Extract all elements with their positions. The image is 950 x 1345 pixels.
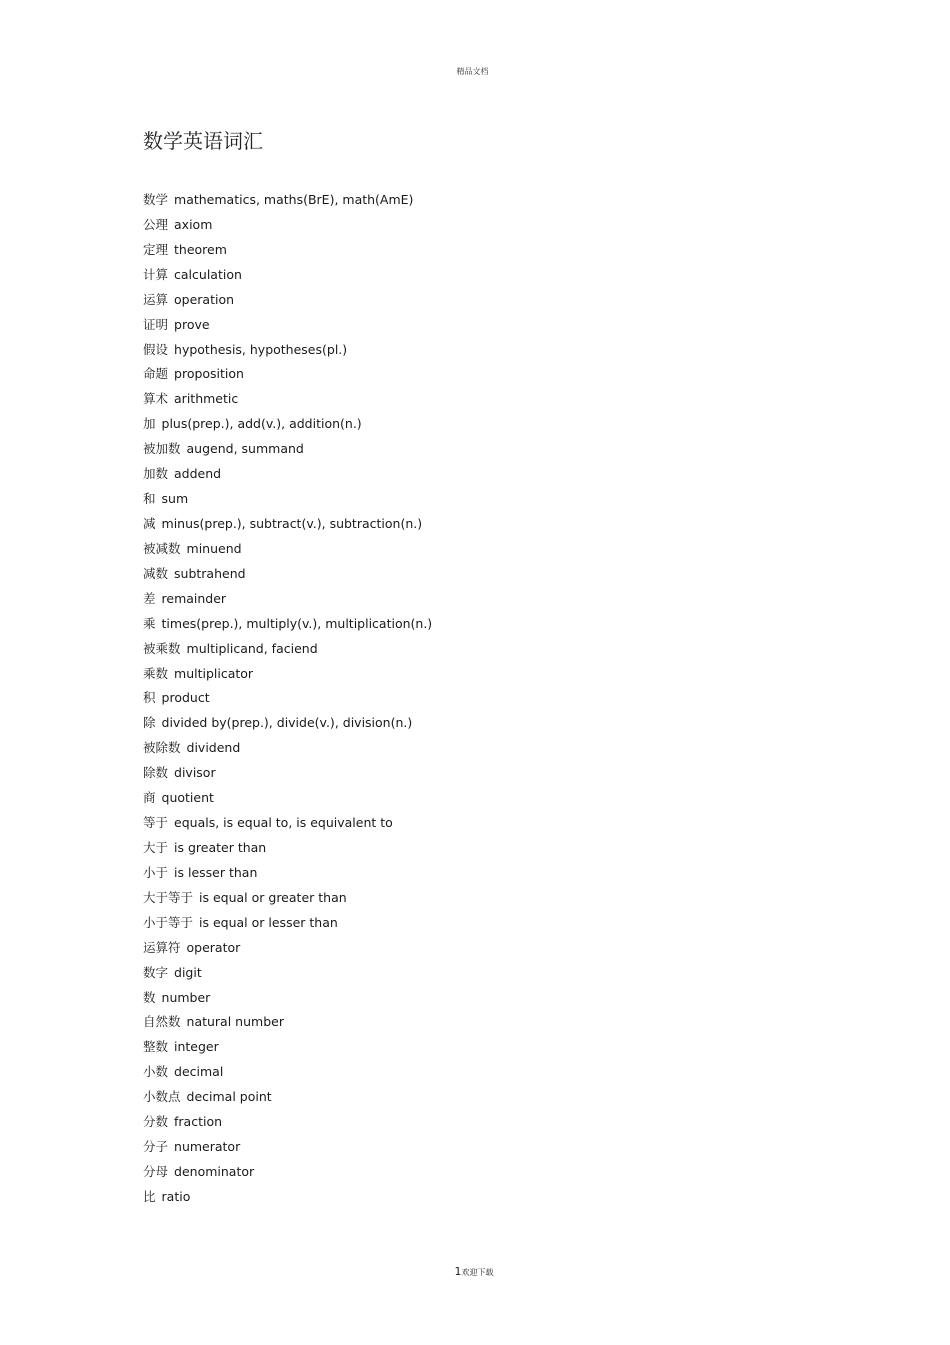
vocab-chinese: 分母 <box>143 1163 169 1179</box>
vocab-entry <box>143 188 432 213</box>
vocab-chinese: 乘 <box>143 615 156 631</box>
vocab-chinese: 数学 <box>143 192 169 207</box>
vocab-chinese: 数字 <box>143 964 169 980</box>
vocab-chinese: 乘数 <box>143 665 169 681</box>
vocab-english: operator <box>186 939 241 955</box>
vocab-entry <box>143 238 432 263</box>
vocab-chinese: 加 <box>143 416 156 432</box>
vocab-english: operation <box>174 291 235 307</box>
vocab-english: theorem <box>174 241 227 257</box>
vocab-chinese: 和 <box>143 491 156 507</box>
vocab-chinese: 比 <box>143 1188 156 1204</box>
vocab-english: ratio <box>161 1188 191 1204</box>
vocab-entry <box>143 986 432 1011</box>
vocab-entry <box>143 1135 432 1160</box>
vocab-english: is equal or lesser than <box>199 914 338 930</box>
footer-text: 欢迎下载 <box>461 1268 494 1277</box>
vocab-chinese: 证明 <box>143 316 169 332</box>
vocab-english: dividend <box>186 740 241 756</box>
vocab-chinese: 计算 <box>143 266 169 282</box>
vocab-english: times(prep.), multiply(v.), multiplication(n.) <box>161 615 433 631</box>
vocab-english: mathematics, maths(BrE), math(AmE) <box>174 192 414 207</box>
vocab-english: natural number <box>186 1014 284 1030</box>
vocab-english: proposition <box>174 366 244 382</box>
vocab-entry <box>143 1160 432 1185</box>
document-title: 数学英语词汇 <box>143 129 263 153</box>
vocab-english: integer <box>174 1039 219 1055</box>
vocab-entry <box>143 1010 432 1035</box>
vocab-chinese: 大于 <box>143 839 169 855</box>
vocab-entry <box>143 1060 432 1085</box>
vocab-chinese: 运算 <box>143 291 169 307</box>
vocab-chinese: 除 <box>143 715 156 731</box>
vocab-chinese: 假设 <box>143 341 169 357</box>
vocab-entry <box>143 911 432 936</box>
vocab-english: augend, summand <box>186 441 304 457</box>
vocab-entry <box>143 213 432 238</box>
vocab-chinese: 算术 <box>143 391 169 407</box>
vocab-chinese: 被加数 <box>143 441 181 457</box>
vocab-english: number <box>161 989 211 1005</box>
vocab-english: addend <box>174 466 222 482</box>
vocab-chinese: 商 <box>143 790 156 806</box>
vocab-english: decimal <box>174 1064 224 1080</box>
vocab-chinese: 等于 <box>143 815 169 831</box>
vocab-chinese: 积 <box>143 690 156 706</box>
vocab-entry <box>143 1185 432 1210</box>
vocab-entry <box>143 936 432 961</box>
vocab-chinese: 大于等于 <box>143 889 194 905</box>
vocab-english: denominator <box>174 1163 255 1179</box>
vocab-english: arithmetic <box>174 391 239 407</box>
vocab-chinese: 运算符 <box>143 939 181 955</box>
vocab-chinese: 被乘数 <box>143 640 181 656</box>
vocab-english: calculation <box>174 266 242 282</box>
vocab-english: digit <box>174 964 202 980</box>
vocab-entry <box>143 362 432 387</box>
vocab-english: remainder <box>161 590 227 606</box>
vocab-chinese: 小于 <box>143 864 169 880</box>
vocabulary-list <box>143 188 432 1210</box>
vocab-chinese: 减 <box>143 515 156 531</box>
vocab-chinese: 定理 <box>143 241 169 257</box>
vocab-chinese: 小数点 <box>143 1089 181 1105</box>
vocab-english: sum <box>161 491 189 507</box>
vocab-english: quotient <box>161 790 214 806</box>
vocab-entry <box>143 412 432 437</box>
page-number: 1 <box>454 1265 462 1278</box>
vocab-entry <box>143 861 432 886</box>
vocab-entry <box>143 886 432 911</box>
vocab-chinese: 小数 <box>143 1064 169 1080</box>
vocab-chinese: 加数 <box>143 466 169 482</box>
page-header: 精品文档 <box>456 67 489 76</box>
vocab-chinese: 差 <box>143 590 156 606</box>
vocab-english: multiplicator <box>174 665 254 681</box>
vocab-english: axiom <box>174 216 213 232</box>
vocab-english: is greater than <box>174 839 267 855</box>
vocab-entry <box>143 288 432 313</box>
vocab-chinese: 小于等于 <box>143 914 194 930</box>
vocab-entry <box>143 512 432 537</box>
vocab-entry <box>143 537 432 562</box>
vocab-chinese: 公理 <box>143 216 169 232</box>
vocab-english: equals, is equal to, is equivalent to <box>174 815 393 831</box>
vocab-entry <box>143 587 432 612</box>
vocab-entry <box>143 811 432 836</box>
vocab-chinese: 命题 <box>143 366 169 382</box>
vocab-entry <box>143 313 432 338</box>
vocab-chinese: 数 <box>143 989 156 1005</box>
vocab-entry <box>143 836 432 861</box>
vocab-chinese: 分数 <box>143 1114 169 1130</box>
vocab-english: subtrahend <box>174 565 246 581</box>
vocab-chinese: 分子 <box>143 1139 169 1155</box>
vocab-entry <box>143 487 432 512</box>
vocab-entry <box>143 961 432 986</box>
vocab-chinese: 减数 <box>143 565 169 581</box>
vocab-entry <box>143 387 432 412</box>
vocab-entry <box>143 462 432 487</box>
vocab-english: divided by(prep.), divide(v.), division(n.) <box>161 715 413 731</box>
vocab-english: numerator <box>174 1139 241 1155</box>
vocab-english: hypothesis, hypotheses(pl.) <box>174 341 348 357</box>
vocab-english: decimal point <box>186 1089 272 1105</box>
vocab-entry <box>143 1085 432 1110</box>
vocab-entry <box>143 263 432 288</box>
vocab-entry <box>143 786 432 811</box>
vocab-entry <box>143 662 432 687</box>
vocab-entry <box>143 437 432 462</box>
vocab-chinese: 被除数 <box>143 740 181 756</box>
vocab-chinese: 被减数 <box>143 540 181 556</box>
vocab-english: plus(prep.), add(v.), addition(n.) <box>161 416 362 432</box>
vocab-entry <box>143 562 432 587</box>
vocab-english: minuend <box>186 540 242 556</box>
vocab-entry <box>143 612 432 637</box>
vocab-english: minus(prep.), subtract(v.), subtraction(n.) <box>161 515 423 531</box>
vocab-chinese: 自然数 <box>143 1014 181 1030</box>
vocab-english: prove <box>174 316 210 332</box>
vocab-entry <box>143 1110 432 1135</box>
vocab-english: is lesser than <box>174 864 258 880</box>
vocab-chinese: 除数 <box>143 765 169 781</box>
vocab-english: multiplicand, faciend <box>186 640 318 656</box>
vocab-entry <box>143 711 432 736</box>
vocab-english: is equal or greater than <box>199 889 347 905</box>
vocab-english: product <box>161 690 210 706</box>
vocab-english: divisor <box>174 765 216 781</box>
vocab-entry <box>143 1035 432 1060</box>
vocab-entry <box>143 338 432 363</box>
vocab-chinese: 整数 <box>143 1039 169 1055</box>
vocab-english: fraction <box>174 1114 223 1130</box>
vocab-entry <box>143 686 432 711</box>
vocab-entry <box>143 761 432 786</box>
page-footer <box>0 1260 948 1279</box>
vocab-entry <box>143 736 432 761</box>
vocab-entry <box>143 637 432 662</box>
